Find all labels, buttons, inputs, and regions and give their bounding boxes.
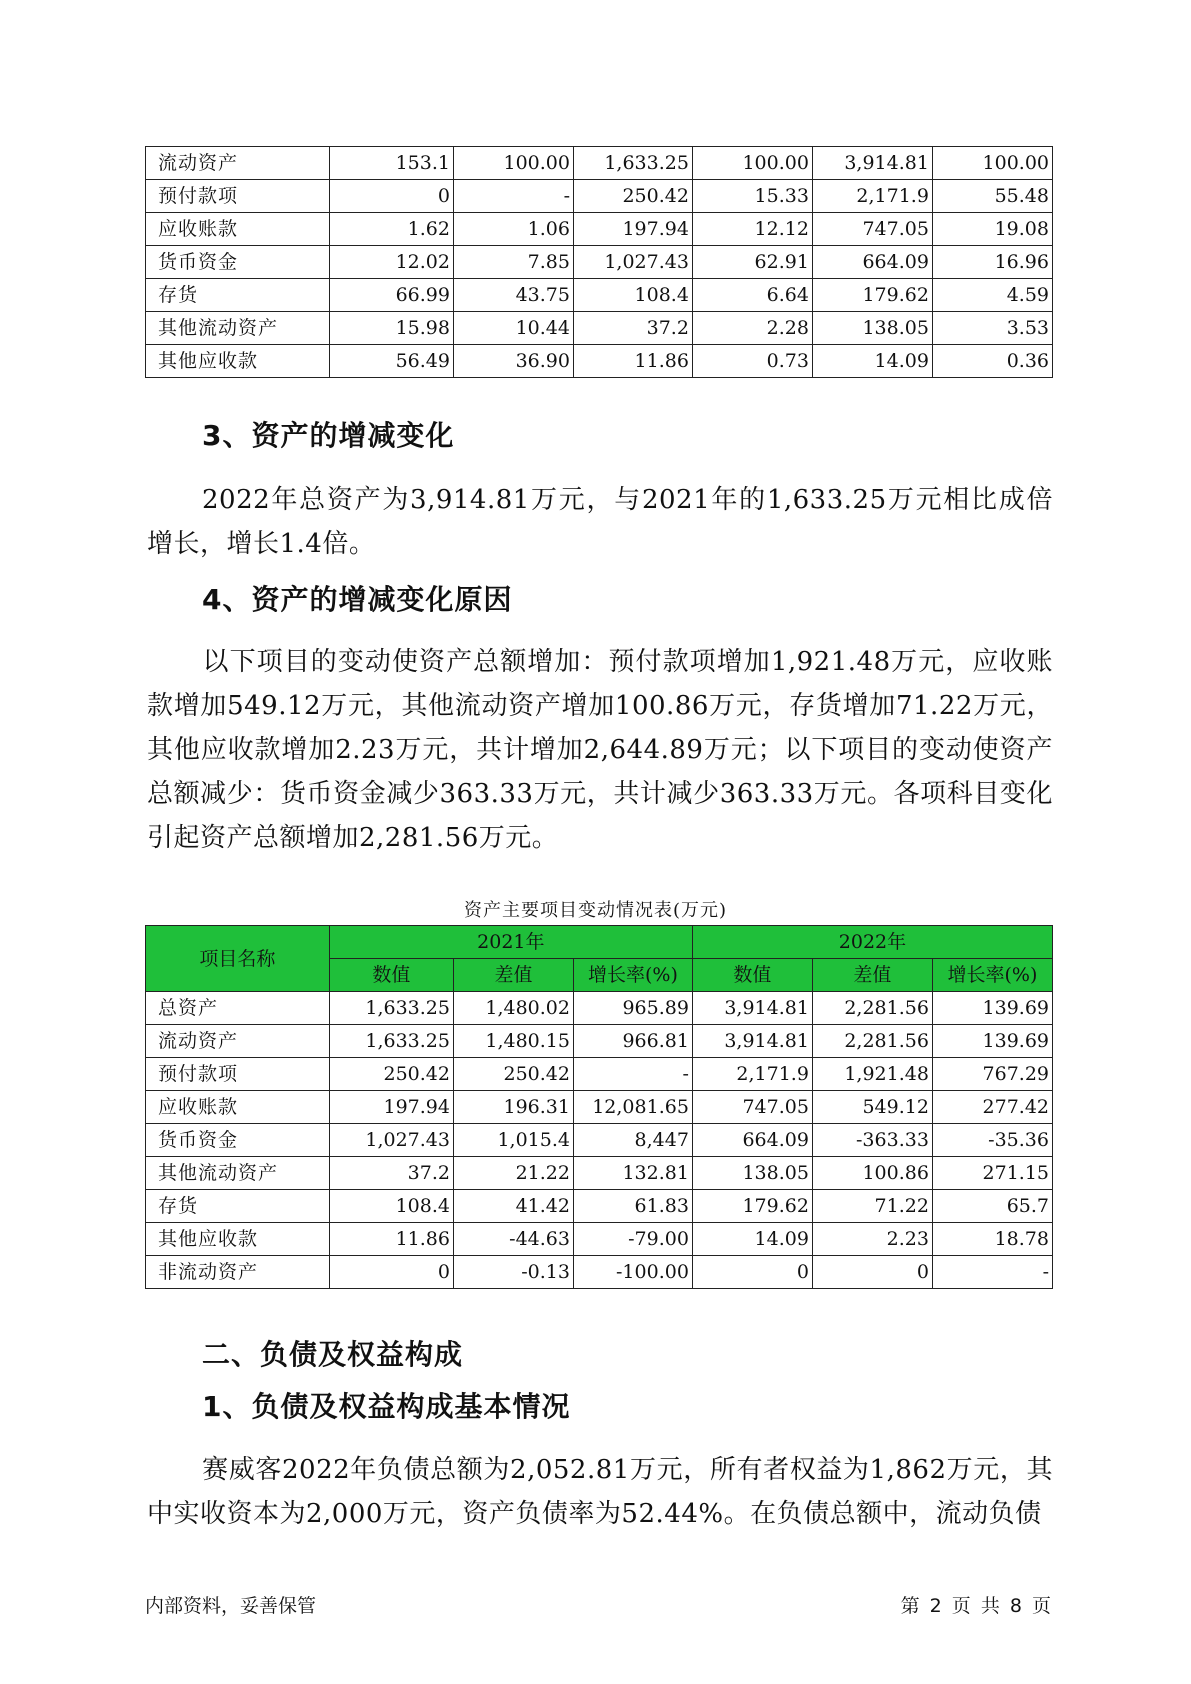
table-cell: 3,914.81 [812,147,932,180]
table-row [146,1256,1053,1289]
header-diff: 差值 [812,959,932,992]
table-cell: 14.09 [692,1223,812,1256]
row-label: 流动资产 [146,147,330,180]
header-value: 数值 [692,959,812,992]
table-cell: 55.48 [932,180,1052,213]
table-cell: 14.09 [812,345,932,378]
table-cell: 197.94 [573,213,692,246]
table-cell: 549.12 [812,1091,932,1124]
section-3-heading: 3、资产的增减变化 [202,419,455,452]
table-cell: 1.62 [329,213,453,246]
table-cell: 1,027.43 [329,1124,453,1157]
table-row [146,213,1053,246]
table-cell: 1.06 [453,213,573,246]
row-label: 应收账款 [146,1091,330,1124]
section-4-paragraph: 以下项目的变动使资产总额增加：预付款项增加1,921.48万元，应收账款增加549.12万元，其他流动资产增加100.86万元，存货增加71.22万元，其他应收款增加2.23万元，共计增加2,644.89万元；以下项目的变动使资产总额减少：货币资金减少363.33万元，共计减少363.33万元。各项科目变化引起资产总额增加2,281.56万元。 [147,647,1053,853]
table-row [146,1190,1053,1223]
table-cell: 100.86 [812,1157,932,1190]
table-cell: -35.36 [932,1124,1052,1157]
table-cell: 18.78 [932,1223,1052,1256]
header-diff: 差值 [453,959,573,992]
row-label: 预付款项 [146,1058,330,1091]
table-cell: 139.69 [932,992,1052,1025]
table-cell: -44.63 [453,1223,573,1256]
table-cell: 3,914.81 [692,1025,812,1058]
header-year-2021: 2021年 [329,926,692,959]
table-cell: 7.85 [453,246,573,279]
table-cell: 0 [812,1256,932,1289]
table-cell: 3.53 [932,312,1052,345]
row-label: 流动资产 [146,1025,330,1058]
table-cell: 36.90 [453,345,573,378]
table-cell: 139.69 [932,1025,1052,1058]
table-cell: 1,633.25 [573,147,692,180]
row-label: 预付款项 [146,180,330,213]
table-cell: -79.00 [573,1223,692,1256]
table-cell: 271.15 [932,1157,1052,1190]
table-cell: 2.23 [812,1223,932,1256]
table-row [146,992,1053,1025]
table-cell: 965.89 [573,992,692,1025]
table-cell: - [932,1256,1052,1289]
table-cell: 2,281.56 [812,1025,932,1058]
footer-confidential: 内部资料，妥善保管 [145,1595,317,1617]
table-cell: 62.91 [692,246,812,279]
table-cell: 250.42 [453,1058,573,1091]
table-cell: 37.2 [329,1157,453,1190]
table-cell: - [453,180,573,213]
table-row [146,1157,1053,1190]
table-cell: 15.33 [692,180,812,213]
table-cell: 65.7 [932,1190,1052,1223]
table-cell: 41.42 [453,1190,573,1223]
row-label: 存货 [146,279,330,312]
row-label: 非流动资产 [146,1256,330,1289]
table-cell: -0.13 [453,1256,573,1289]
table-cell: 0.36 [932,345,1052,378]
table-cell: 71.22 [812,1190,932,1223]
table-cell: 1,480.15 [453,1025,573,1058]
table-cell: 11.86 [329,1223,453,1256]
section-3-paragraph: 2022年总资产为3,914.81万元，与2021年的1,633.25万元相比成倍增长，增长1.4倍。 [147,485,1053,559]
asset-change-table [145,925,1053,1289]
table-cell: 197.94 [329,1091,453,1124]
section-two-1-heading: 1、负债及权益构成基本情况 [202,1390,571,1423]
table-cell: 664.09 [812,246,932,279]
table-cell: 0 [329,180,453,213]
row-label: 总资产 [146,992,330,1025]
table-cell: 16.96 [932,246,1052,279]
table-row [146,1025,1053,1058]
table-cell: 100.00 [932,147,1052,180]
table-cell: 6.64 [692,279,812,312]
table-cell: 767.29 [932,1058,1052,1091]
row-label: 其他流动资产 [146,1157,330,1190]
table-row [146,1058,1053,1091]
table-cell: 61.83 [573,1190,692,1223]
table-cell: 21.22 [453,1157,573,1190]
table-cell: 19.08 [932,213,1052,246]
table-cell: -100.00 [573,1256,692,1289]
table-cell: 1,480.02 [453,992,573,1025]
table-cell: 66.99 [329,279,453,312]
row-label: 货币资金 [146,1124,330,1157]
table-cell: 10.44 [453,312,573,345]
table-cell: 966.81 [573,1025,692,1058]
table-row [146,1124,1053,1157]
table-cell: 4.59 [932,279,1052,312]
row-label: 存货 [146,1190,330,1223]
table-cell: 100.00 [453,147,573,180]
row-label: 其他应收款 [146,1223,330,1256]
table-cell: - [573,1058,692,1091]
table-cell: -363.33 [812,1124,932,1157]
table-cell: 179.62 [812,279,932,312]
section-4-heading: 4、资产的增减变化原因 [202,583,513,616]
table-caption: 资产主要项目变动情况表(万元) [463,900,728,921]
row-label: 货币资金 [146,246,330,279]
table-cell: 108.4 [329,1190,453,1223]
table-cell: 0.73 [692,345,812,378]
table-cell: 37.2 [573,312,692,345]
table-cell: 138.05 [812,312,932,345]
table-row [146,1223,1053,1256]
section-two-heading: 二、负债及权益构成 [202,1338,464,1371]
table-cell: 15.98 [329,312,453,345]
table-cell: 2,171.9 [692,1058,812,1091]
table-cell: 2,281.56 [812,992,932,1025]
table-cell: 8,447 [573,1124,692,1157]
table-cell: 0 [692,1256,812,1289]
table-row [146,147,1053,180]
table-cell: 179.62 [692,1190,812,1223]
section-two-1-paragraph: 赛威客2022年负债总额为2,052.81万元，所有者权益为1,862万元，其中实收资本为2,000万元，资产负债率为52.44%。在负债总额中，流动负债 [147,1455,1053,1529]
table-row [146,279,1053,312]
table-cell: 0 [329,1256,453,1289]
table-row [146,312,1053,345]
table-cell: 3,914.81 [692,992,812,1025]
table-cell: 250.42 [329,1058,453,1091]
table-cell: 277.42 [932,1091,1052,1124]
table-cell: 12,081.65 [573,1091,692,1124]
row-label: 其他流动资产 [146,312,330,345]
table-cell: 1,633.25 [329,992,453,1025]
table-cell: 2,171.9 [812,180,932,213]
table-cell: 138.05 [692,1157,812,1190]
table-cell: 132.81 [573,1157,692,1190]
header-year-2022: 2022年 [692,926,1052,959]
table-cell: 1,921.48 [812,1058,932,1091]
asset-structure-table-continued [145,146,1053,378]
table-cell: 196.31 [453,1091,573,1124]
table-row [146,345,1053,378]
table-cell: 56.49 [329,345,453,378]
table-cell: 43.75 [453,279,573,312]
footer-page-number: 第 2 页 共 8 页 [900,1595,1051,1617]
table-cell: 153.1 [329,147,453,180]
table-cell: 747.05 [812,213,932,246]
header-rate: 增长率(%) [932,959,1052,992]
table-row [146,1091,1053,1124]
table-row [146,246,1053,279]
table-cell: 747.05 [692,1091,812,1124]
table-cell: 250.42 [573,180,692,213]
header-value: 数值 [329,959,453,992]
table-cell: 12.12 [692,213,812,246]
header-rate: 增长率(%) [573,959,692,992]
table-cell: 100.00 [692,147,812,180]
table-cell: 664.09 [692,1124,812,1157]
header-item-name: 项目名称 [146,926,330,992]
table-cell: 2.28 [692,312,812,345]
row-label: 应收账款 [146,213,330,246]
table-cell: 1,015.4 [453,1124,573,1157]
table-cell: 1,027.43 [573,246,692,279]
table-cell: 108.4 [573,279,692,312]
table-cell: 12.02 [329,246,453,279]
row-label: 其他应收款 [146,345,330,378]
table-cell: 1,633.25 [329,1025,453,1058]
table-cell: 11.86 [573,345,692,378]
table-row [146,180,1053,213]
